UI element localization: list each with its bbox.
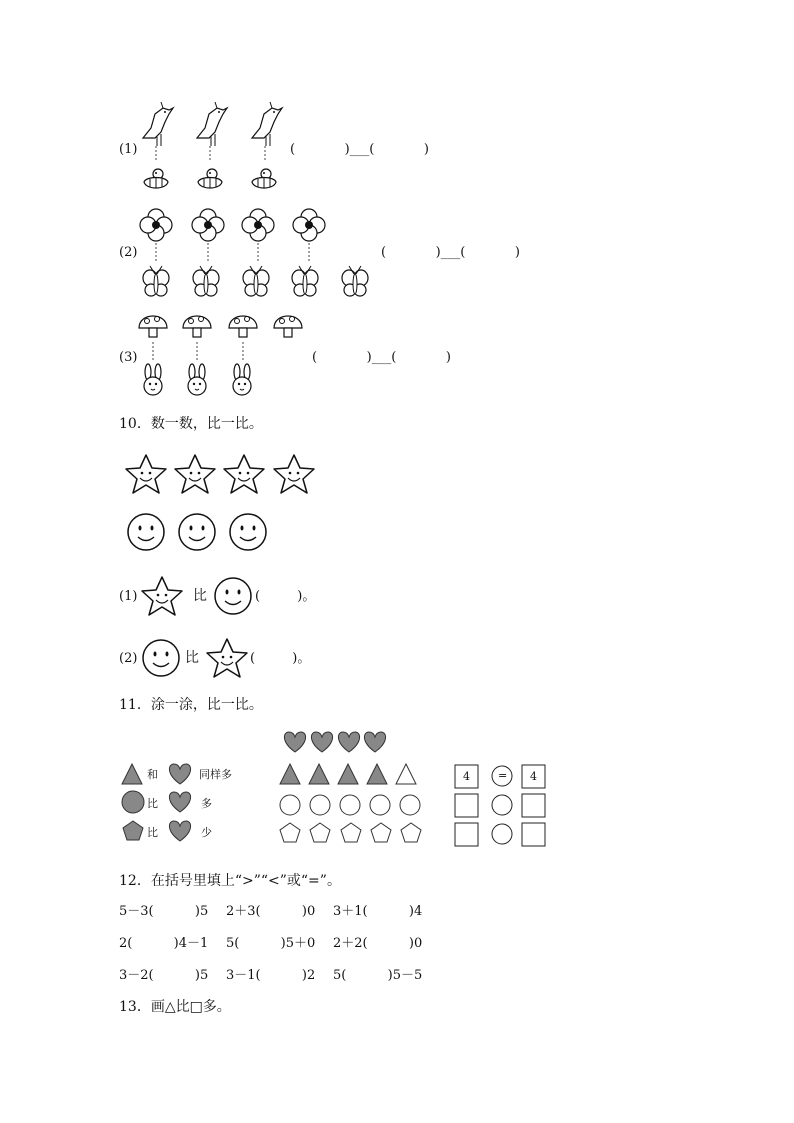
rabbit-icon — [144, 364, 162, 395]
q12-item[interactable]: 5( )5－5 — [333, 968, 423, 983]
heart-icon — [338, 732, 359, 752]
rabbit-icon — [233, 364, 251, 395]
answer-box[interactable] — [522, 823, 545, 846]
flower-icon — [242, 209, 274, 241]
pentagon-outline-icon[interactable] — [371, 823, 391, 842]
triangle-icon — [367, 764, 387, 784]
butterfly-icon — [143, 266, 169, 296]
answer-box[interactable] — [522, 794, 545, 817]
q12-item[interactable]: 3－1( )2 — [226, 968, 316, 983]
triangle-icon — [280, 764, 300, 784]
rabbit-icon — [188, 364, 206, 395]
q9-part1-label: (1) — [119, 142, 138, 157]
butterfly-icon — [193, 266, 219, 296]
q9-part3-answer-blank[interactable]: ( )___( ) — [312, 350, 451, 365]
q10-title: 10．数一数，比一比。 — [119, 416, 263, 432]
circle-outline-icon[interactable] — [340, 795, 360, 815]
pentagon-outline-icon[interactable] — [280, 823, 300, 842]
pentagon-outline-icon[interactable] — [341, 823, 361, 842]
q9-pictures — [0, 0, 794, 400]
q11-label-less: 少 — [201, 826, 212, 839]
heart-icon — [169, 821, 190, 841]
q10-part1-answer-blank[interactable]: ( )。 — [255, 589, 316, 604]
answer-circle[interactable] — [492, 824, 512, 844]
star-face-icon — [207, 639, 247, 677]
butterfly-icon — [342, 266, 368, 296]
q12-item[interactable]: 2＋3( )0 — [226, 904, 316, 919]
q10-part2-compare-word: 比 — [185, 650, 199, 666]
q11-label-more: 多 — [201, 797, 212, 810]
heart-icon — [311, 732, 332, 752]
triangle-icon — [122, 764, 142, 784]
smiley-face-icon — [179, 514, 215, 550]
butterfly-icon — [243, 266, 269, 296]
q9-part1-answer-blank[interactable]: ( )___( ) — [290, 142, 429, 157]
triangle-outline-icon[interactable] — [396, 764, 416, 784]
heart-icon — [169, 764, 190, 784]
star-face-icon — [175, 455, 215, 493]
circle-icon — [122, 791, 144, 813]
q12-item[interactable]: 2( )4－1 — [119, 936, 209, 951]
star-face-icon — [224, 455, 264, 493]
pentagon-outline-icon[interactable] — [310, 823, 330, 842]
flower-icon — [140, 209, 172, 241]
q11-label-same: 同样多 — [199, 768, 232, 781]
mushroom-icon — [183, 316, 211, 337]
q9-part2-label: (2) — [119, 245, 138, 260]
q12-item[interactable]: 3－2( )5 — [119, 968, 209, 983]
answer-circle[interactable] — [492, 795, 512, 815]
q11-label-and: 和 — [147, 768, 158, 781]
box-value-left: 4 — [463, 770, 470, 783]
bird-icon — [252, 102, 282, 146]
flower-icon — [192, 209, 224, 241]
star-face-icon — [142, 577, 182, 615]
star-face-icon — [126, 455, 166, 493]
q9-part2-answer-blank[interactable]: ( )___( ) — [381, 245, 520, 260]
bird-icon — [197, 102, 227, 146]
circle-outline-icon[interactable] — [400, 795, 420, 815]
heart-icon — [169, 792, 190, 812]
q13-title: 13．画△比□多。 — [119, 999, 231, 1015]
heart-icon — [364, 732, 385, 752]
q11-label-compare: 比 — [147, 826, 158, 839]
q12-item[interactable]: 5( )5＋0 — [226, 936, 316, 951]
q12-item[interactable]: 5－3( )5 — [119, 904, 209, 919]
mushroom-icon — [274, 316, 302, 337]
equal-sign: = — [498, 769, 508, 782]
q11-pictures — [0, 720, 794, 860]
triangle-icon — [309, 764, 329, 784]
pentagon-icon — [123, 821, 143, 840]
q10-part2-label: (2) — [119, 651, 138, 666]
q11-title: 11．涂一涂，比一比。 — [119, 697, 263, 713]
q10-part1-label: (1) — [119, 589, 138, 604]
caterpillar-icon — [198, 169, 222, 188]
q10-pictures — [0, 440, 794, 680]
circle-outline-icon[interactable] — [280, 795, 300, 815]
mushroom-icon — [139, 316, 167, 337]
box-value-right: 4 — [530, 770, 537, 783]
caterpillar-icon — [252, 169, 276, 188]
smiley-face-icon — [143, 640, 179, 676]
answer-box[interactable] — [455, 823, 478, 846]
circle-outline-icon[interactable] — [370, 795, 390, 815]
q10-part1-compare-word: 比 — [193, 588, 207, 604]
q11-label-compare: 比 — [147, 797, 158, 810]
butterfly-icon — [292, 266, 318, 296]
smiley-face-icon — [215, 578, 251, 614]
smiley-face-icon — [230, 514, 266, 550]
pentagon-outline-icon[interactable] — [401, 823, 421, 842]
triangle-icon — [338, 764, 358, 784]
q12-title: 12．在括号里填上“>”“<”或“=”。 — [119, 873, 341, 889]
circle-outline-icon[interactable] — [310, 795, 330, 815]
q12-item[interactable]: 2＋2( )0 — [333, 936, 423, 951]
q10-part2-answer-blank[interactable]: ( )。 — [250, 651, 311, 666]
answer-box[interactable] — [455, 794, 478, 817]
flower-icon — [293, 209, 325, 241]
star-face-icon — [274, 455, 314, 493]
q9-part3-label: (3) — [119, 350, 138, 365]
q12-item[interactable]: 3＋1( )4 — [333, 904, 423, 919]
bird-icon — [143, 102, 173, 146]
mushroom-icon — [229, 316, 257, 337]
heart-icon — [284, 732, 305, 752]
caterpillar-icon — [144, 169, 168, 188]
smiley-face-icon — [128, 514, 164, 550]
